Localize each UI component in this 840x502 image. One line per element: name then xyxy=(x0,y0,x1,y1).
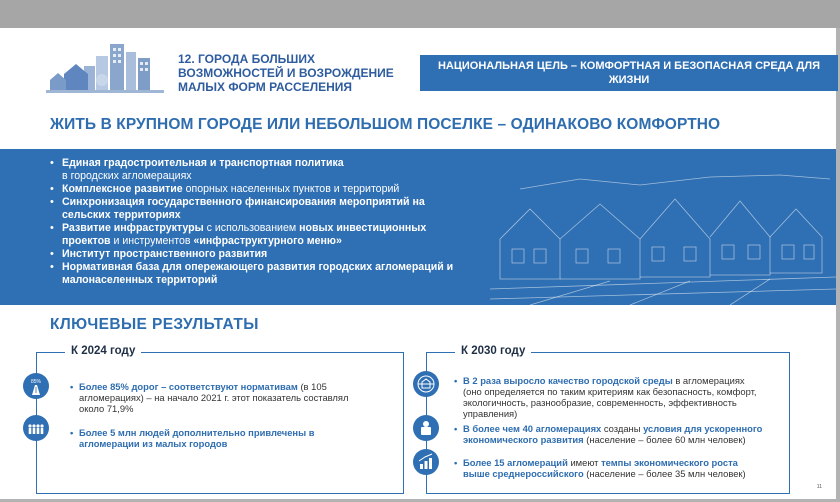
policy-band xyxy=(0,149,836,305)
results-2024-card xyxy=(30,345,404,494)
slide xyxy=(0,28,836,502)
card-label: К 2024 году xyxy=(65,345,141,357)
road-percent-icon xyxy=(23,373,49,399)
result-item: • Более 85% дорог – соответствуют нормативам (в 105 агломерациях) – на начало 2021 г. этот показатель составлял около 71,9% xyxy=(70,381,349,414)
economy-icon xyxy=(413,415,439,441)
result-item: • Более 15 агломераций имеют темпы экономического роста выше среднероссийского (население – более 35 млн человек) xyxy=(454,457,746,479)
list-item: • Комплексное развитие опорных населенных пунктов и территорий xyxy=(50,183,470,196)
card-label: К 2030 году xyxy=(455,345,531,357)
list-item: • Нормативная база для опережающего развития городских агломераций и малонаселенных территорий xyxy=(50,261,470,287)
main-heading: ЖИТЬ В КРУПНОМ ГОРОДЕ ИЛИ НЕБОЛЬШОМ ПОСЕЛКЕ – ОДИНАКОВО КОМФОРТНО xyxy=(50,116,721,133)
badge-text: 85% xyxy=(30,379,42,385)
page-title: 12. ГОРОДА БОЛЬШИХ ВОЗМОЖНОСТЕЙ И ВОЗРОЖДЕНИЕ МАЛЫХ ФОРМ РАССЕЛЕНИЯ xyxy=(178,52,394,94)
city-illustration-icon xyxy=(46,40,164,98)
page-number: 11 xyxy=(816,484,822,490)
result-item: • Более 5 млн людей дополнительно привлечены в агломерации из малых городов xyxy=(70,427,315,449)
city-quality-icon xyxy=(413,371,439,397)
policy-list xyxy=(50,157,470,287)
list-item: • Развитие инфраструктуры с использованием новых инвестиционных проектов и инструментов «инфраструктурного меню» xyxy=(50,222,470,248)
growth-chart-icon xyxy=(413,449,439,475)
list-item: • Единая градостроительная и транспортная политика в городских агломерациях xyxy=(50,157,470,183)
houses-sketch-icon xyxy=(490,149,836,305)
list-item: • Синхронизация государственного финансирования мероприятий на сельских территориях xyxy=(50,196,470,222)
scrollbar[interactable] xyxy=(836,28,840,502)
result-item: • В 2 раза выросло качество городской среды в агломерациях (оно определяется по таким критериям как безопасность, комфорт, экологичность, разнообразие, современность, эффективность управления) xyxy=(454,375,757,419)
people-icon xyxy=(23,415,49,441)
national-goal-banner: НАЦИОНАЛЬНАЯ ЦЕЛЬ – КОМФОРТНАЯ И БЕЗОПАСНАЯ СРЕДА ДЛЯ ЖИЗНИ xyxy=(420,55,838,91)
window-top-bar xyxy=(0,0,840,28)
results-2030-card xyxy=(426,345,790,494)
list-item: • Институт пространственного развития xyxy=(50,248,470,261)
results-heading: КЛЮЧЕВЫЕ РЕЗУЛЬТАТЫ xyxy=(50,316,259,333)
result-item: • В более чем 40 агломерациях созданы условия для ускоренного экономического развития (население – более 60 млн человек) xyxy=(454,423,763,445)
